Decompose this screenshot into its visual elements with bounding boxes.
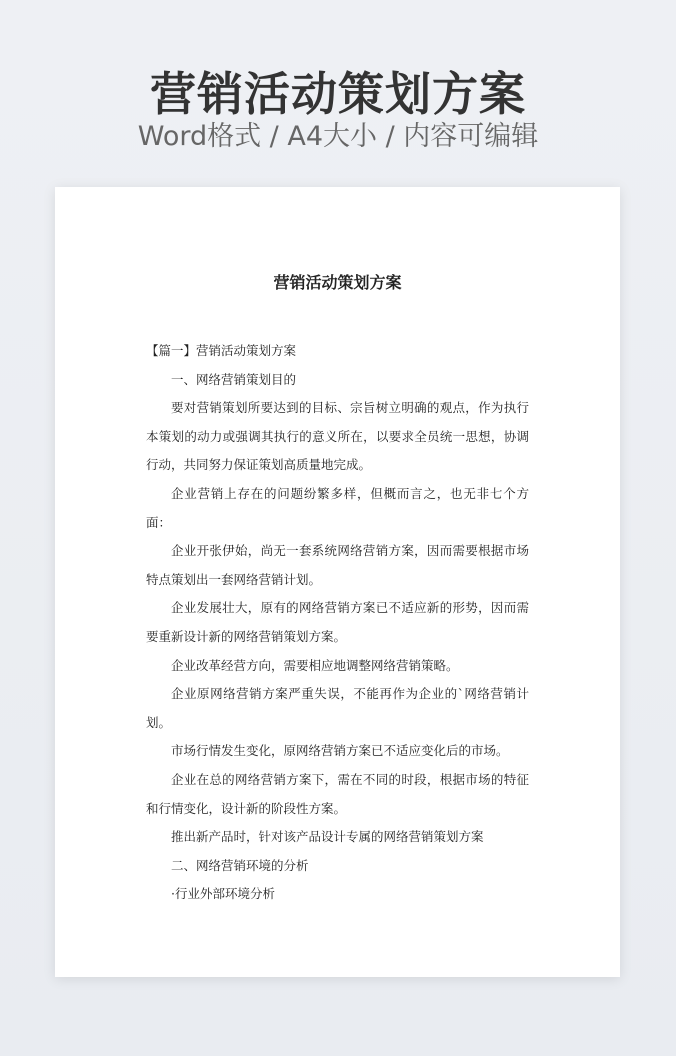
body-paragraph: 企业开张伊始，尚无一套系统网络营销方案，因而需要根据市场特点策划出一套网络营销计划。 (146, 543, 529, 587)
list-item: ·行业外部环境分析 (171, 886, 275, 902)
subsection-heading: 二、网络营销环境的分析 (171, 857, 309, 873)
document-body (146, 337, 529, 909)
page-subtitle: Word格式 / A4大小 / 内容可编辑 (137, 121, 539, 152)
body-paragraph: 企业原网络营销方案严重失误，不能再作为企业的`网络营销计划。 (146, 686, 529, 730)
body-paragraph: 推出新产品时，针对该产品设计专属的网络营销策划方案 (171, 829, 484, 845)
body-paragraph: 企业在总的网络营销方案下，需在不同的时段，根据市场的特征和行情变化，设计新的阶段性方案。 (146, 771, 529, 816)
section-heading: 【篇一】营销活动策划方案 (146, 343, 297, 358)
body-paragraph: 企业发展壮大，原有的网络营销方案已不适应新的形势，因而需要重新设计新的网络营销策划方案。 (146, 600, 529, 644)
body-paragraph: 企业营销上存在的问题纷繁多样，但概而言之，也无非七个方面： (146, 485, 529, 530)
body-paragraph: 要对营销策划所要达到的目标、宗旨树立明确的观点，作为执行本策划的动力或强调其执行的意义所在，以要求全员统一思想，协调行动，共同努力保证策划高质量地完成。 (146, 400, 529, 473)
document-page (55, 187, 620, 977)
page-title: 营销活动策划方案 (150, 67, 526, 121)
body-paragraph: 企业改革经营方向，需要相应地调整网络营销策略。 (171, 657, 459, 673)
subsection-heading: 一、网络营销策划目的 (171, 371, 297, 387)
document-title: 营销活动策划方案 (273, 273, 402, 292)
body-paragraph: 市场行情发生变化，原网络营销方案已不适应变化后的市场。 (171, 743, 509, 759)
